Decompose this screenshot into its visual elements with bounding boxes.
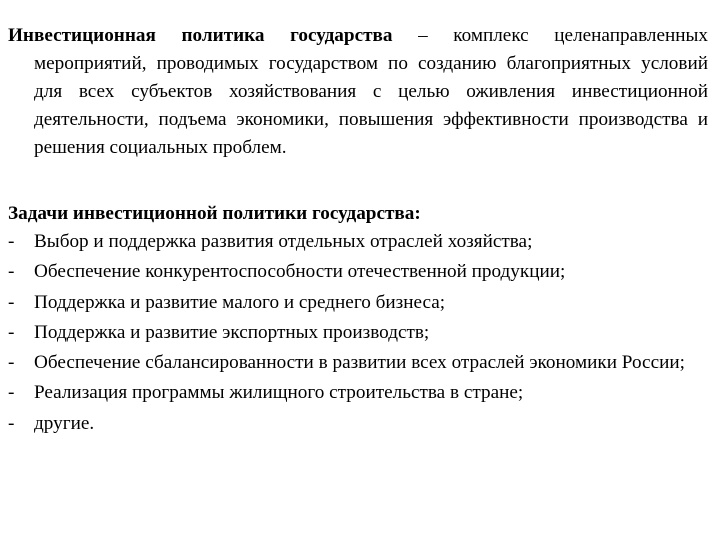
list-item <box>8 379 708 407</box>
tasks-section <box>8 200 708 437</box>
bullet-dash: - <box>8 261 15 283</box>
list-item-text: другие. <box>34 412 95 434</box>
bullet-dash: - <box>8 352 15 374</box>
list-item <box>8 258 708 286</box>
list-item-text: Поддержка и развитие экспортных производств; <box>34 321 430 343</box>
bullet-dash: - <box>8 321 15 343</box>
list-item-text: Обеспечение конкурентоспособности отечественной продукции; <box>34 261 566 283</box>
list-item <box>8 289 708 317</box>
list-item-text: Поддержка и развитие малого и среднего бизнеса; <box>34 291 446 313</box>
bullet-dash: - <box>8 291 15 313</box>
definition-paragraph <box>8 22 708 162</box>
list-item <box>8 410 708 438</box>
definition-term: Инвестиционная политика государства <box>8 25 393 46</box>
bullet-dash: - <box>8 382 15 404</box>
list-item <box>8 319 708 347</box>
list-item-text: Выбор и поддержка развития отдельных отраслей хозяйства; <box>34 231 533 252</box>
definition-text: – комплекс целенаправленных мероприятий, проводимых государством по созданию благоприятных условий для всех субъектов хозяйствования с целью оживления инвестиционной деятельности, подъема экономики, повышения эффективности производства и решения социальных проблем. <box>34 25 708 158</box>
tasks-heading: Задачи инвестиционной политики государства: <box>8 203 421 224</box>
bullet-dash: - <box>8 412 15 434</box>
list-item <box>8 349 708 377</box>
list-item-text: Обеспечение сбалансированности в развитии всех отраслей экономики России; <box>34 352 685 374</box>
task-list <box>8 228 708 437</box>
list-item <box>8 228 708 256</box>
bullet-dash: - <box>8 231 15 252</box>
list-item-text: Реализация программы жилищного строительства в стране; <box>34 382 524 404</box>
